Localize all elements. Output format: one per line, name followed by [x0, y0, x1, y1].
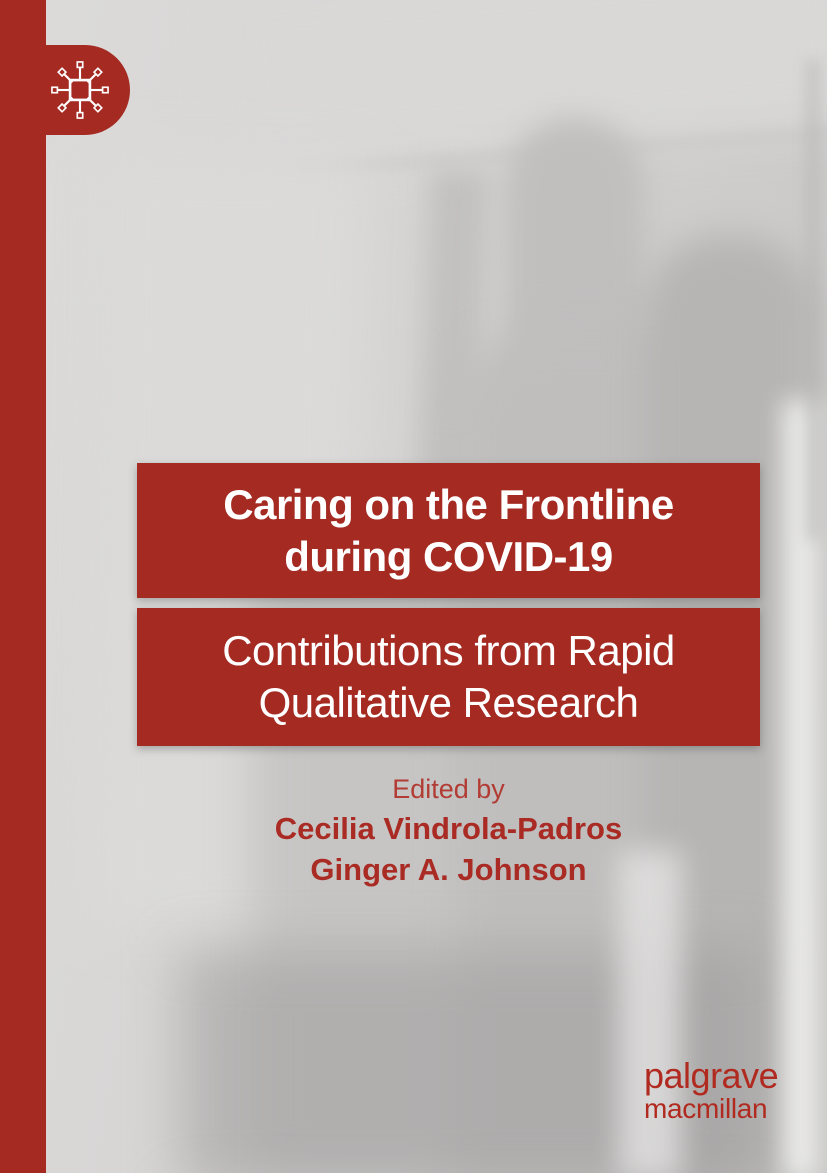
editors-block: [137, 771, 760, 890]
editor-name-2: Ginger A. Johnson: [310, 852, 587, 887]
background-right-edge-shade: [806, 60, 820, 540]
publisher-name-palgrave: palgrave: [644, 1055, 779, 1096]
subtitle-banner: [137, 608, 760, 746]
spine-bar: [0, 0, 46, 1173]
palgrave-logo: [0, 45, 130, 135]
publisher-name-macmillan: macmillan: [644, 1093, 768, 1124]
title-line-2: during COVID-19: [284, 532, 613, 580]
subtitle-line-2: Qualitative Research: [258, 679, 639, 726]
title-line-1: Caring on the Frontline: [223, 480, 674, 528]
subtitle-line-1: Contributions from Rapid: [222, 627, 675, 674]
edited-by-label: Edited by: [392, 774, 505, 804]
editor-name-1: Cecilia Vindrola-Padros: [274, 811, 623, 846]
palgrave-spark-icon: [47, 57, 113, 123]
title-banner: [137, 463, 760, 598]
publisher-wordmark: [644, 1057, 778, 1123]
background-light-streak-mid: [618, 850, 682, 1173]
